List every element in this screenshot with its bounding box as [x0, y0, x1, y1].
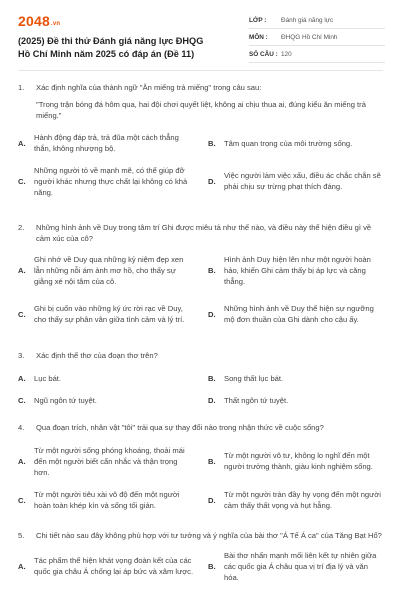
- question-text: Xác định nghĩa của thành ngữ "Ăn miếng trả miếng" trong câu sau:: [36, 83, 262, 92]
- option-text: Thất ngôn tứ tuyệt.: [224, 395, 289, 405]
- answer-options: [18, 549, 384, 583]
- option-b[interactable]: [208, 371, 384, 385]
- exam-info-table: [249, 12, 385, 63]
- info-value: ĐHQG Hồ Chí Minh: [281, 33, 338, 41]
- option-letter: B.: [208, 373, 216, 383]
- logo-sub: .vn: [50, 21, 61, 27]
- question-text: Xác định thể thơ của đoạn thơ trên?: [36, 351, 158, 360]
- option-text: Bài thơ nhấn mạnh mối liên kết tự nhiên giữa các quốc gia Á châu qua vị trí địa lý và văn hóa.: [224, 550, 377, 582]
- option-c[interactable]: [18, 487, 194, 513]
- option-c[interactable]: [18, 162, 194, 200]
- info-row-question-count: [249, 46, 385, 63]
- option-letter: A.: [18, 373, 26, 383]
- option-a[interactable]: [18, 251, 194, 289]
- option-letter: D.: [208, 395, 216, 405]
- option-text: Tâm quan trọng của môi trường sống.: [224, 138, 353, 148]
- site-logo[interactable]: [18, 13, 60, 29]
- option-letter: A.: [18, 456, 26, 466]
- question-text: Những hình ảnh về Duy trong tâm trí Ghi được miêu tả như thế nào, và điều này thể hiện điều gì về cảm xúc của cô?: [36, 223, 372, 243]
- answer-options: [18, 128, 384, 200]
- info-label: SỐ CÂU :: [249, 50, 278, 58]
- option-d[interactable]: [208, 162, 384, 200]
- option-letter: C.: [18, 395, 26, 405]
- document-header: [0, 0, 400, 68]
- option-text: Những hình ảnh về Duy thể hiện sự ngưỡng mộ đơn thuần của Ghi dành cho cậu ấy.: [224, 304, 374, 324]
- info-row-class: [249, 12, 385, 29]
- option-a[interactable]: [18, 371, 194, 385]
- option-letter: D.: [208, 495, 216, 505]
- option-letter: B.: [208, 456, 216, 466]
- question-2: [18, 222, 384, 333]
- exam-title: (2025) Đề thi thử Đánh giá năng lực ĐHQG Hồ Chí Minh năm 2025 có đáp án (Đề 11): [18, 36, 204, 59]
- option-letter: C.: [18, 309, 26, 319]
- option-c[interactable]: [18, 393, 194, 407]
- question-number: 5.: [18, 531, 25, 540]
- option-text: Song thất lục bát.: [224, 373, 284, 383]
- option-text: Từ một người vô tư, không lo nghĩ đến một người trưởng thành, giàu kinh nghiệm sống.: [224, 451, 373, 471]
- question-number: 2.: [18, 223, 25, 232]
- option-text: Những người tỏ về mạnh mẽ, có thể giúp đỡ người khác nhưng thực chất lại không có khả năng.: [34, 165, 188, 197]
- option-letter: C.: [18, 495, 26, 505]
- option-text: Từ một người tiêu xài vô độ đến một người hoàn toàn khép kín và sống tối giản.: [34, 490, 180, 510]
- option-text: Ghi bị cuốn vào những ký ức rời rạc về Duy, cho thấy sự phân vân giữa tình cảm và lý trí.: [34, 304, 185, 324]
- question-5: [18, 530, 384, 583]
- question-1: [18, 82, 384, 200]
- option-b[interactable]: [208, 443, 384, 479]
- option-b[interactable]: [208, 128, 384, 158]
- option-b[interactable]: [208, 549, 384, 583]
- logo-main: 2048: [18, 13, 50, 29]
- question-text: Qua đoạn trích, nhân vật "tôi" trải qua sự thay đổi nào trong nhận thức về cuộc sống?: [36, 423, 324, 432]
- option-text: Việc người làm việc xấu, điều ác chắc chắn sẽ phải chịu sự trừng phạt thích đáng.: [224, 171, 381, 191]
- question-3: [18, 350, 384, 407]
- option-letter: C.: [18, 176, 26, 186]
- answer-options: [18, 251, 384, 333]
- question-number: 3.: [18, 351, 25, 360]
- question-number: 1.: [18, 83, 25, 92]
- option-letter: D.: [208, 309, 216, 319]
- question-4: [18, 422, 384, 513]
- info-label: MÔN :: [249, 33, 268, 41]
- option-text: Lục bát.: [34, 373, 62, 383]
- option-text: Hành động đáp trả, trả đũa một cách thẳng thắn, không nhượng bộ.: [34, 133, 179, 153]
- option-letter: B.: [208, 561, 216, 571]
- option-letter: D.: [208, 176, 216, 186]
- option-d[interactable]: [208, 295, 384, 333]
- option-text: Tác phẩm thể hiện khát vọng đoàn kết của các quốc gia châu Á chống lại áp bức và xâm lược.: [34, 556, 194, 576]
- option-d[interactable]: [208, 393, 384, 407]
- option-text: Hình ảnh Duy hiện lên như một người hoàn hảo, khiến Ghi cảm thấy bị áp lực và căng thẳng.: [224, 254, 371, 286]
- option-letter: A.: [18, 561, 26, 571]
- info-value: Đánh giá năng lực: [281, 16, 334, 24]
- option-d[interactable]: [208, 487, 384, 513]
- option-text: Từ một người tràn đầy hy vọng đến một người cảm thấy thất vọng và hụt hẫng.: [224, 490, 381, 510]
- option-a[interactable]: [18, 128, 194, 158]
- option-letter: A.: [18, 265, 26, 275]
- header-divider: [18, 70, 383, 71]
- info-label: LỚP :: [249, 16, 267, 24]
- question-quote: "Trong trận bóng đá hôm qua, hai đội chơi quyết liệt, không ai chịu thua ai, đúng kiểu ăn miếng trả miếng.": [36, 100, 366, 120]
- option-c[interactable]: [18, 295, 194, 333]
- answer-options: [18, 443, 384, 513]
- question-text: Chi tiết nào sau đây không phù hợp với tư tưởng và ý nghĩa của bài thơ "Á Tế Á ca" của Tăng Bạt Hổ?: [36, 531, 382, 540]
- option-a[interactable]: [18, 443, 194, 479]
- option-letter: A.: [18, 138, 26, 148]
- option-letter: B.: [208, 138, 216, 148]
- option-b[interactable]: [208, 251, 384, 289]
- option-a[interactable]: [18, 549, 194, 583]
- answer-options: [18, 371, 384, 407]
- option-text: Ghi nhớ về Duy qua những kỷ niệm đẹp xen lẫn những nỗi ám ảnh mơ hồ, cho thấy sự giằng xé nội tâm của cô.: [34, 254, 184, 286]
- question-number: 4.: [18, 423, 25, 432]
- info-row-subject: [249, 29, 385, 46]
- option-text: Ngũ ngôn tứ tuyệt.: [34, 395, 97, 405]
- option-letter: B.: [208, 265, 216, 275]
- option-text: Từ một người sống phóng khoáng, thoải mái đến một người biết cẩn nhắc và thận trọng hơn.: [34, 445, 185, 477]
- info-value: 120: [281, 50, 292, 58]
